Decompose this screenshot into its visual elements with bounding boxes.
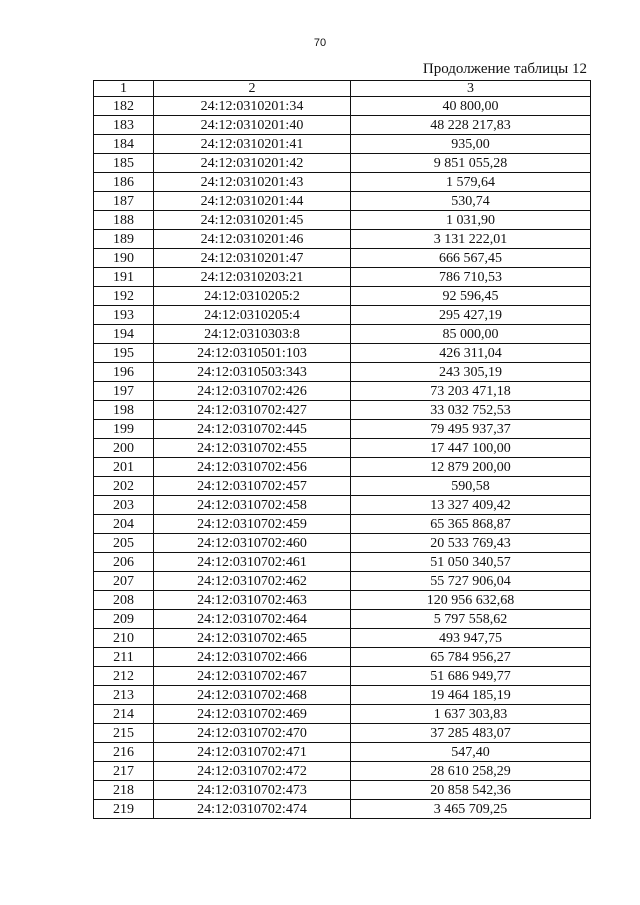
value-cell: 1 579,64 (351, 173, 591, 192)
table-row (94, 420, 591, 439)
cadastral-number-cell: 24:12:0310702:471 (154, 743, 351, 762)
value-cell: 1 031,90 (351, 211, 591, 230)
value-cell: 65 784 956,27 (351, 648, 591, 667)
row-number-cell: 191 (94, 268, 154, 287)
table-row (94, 781, 591, 800)
cadastral-number-cell: 24:12:0310702:465 (154, 629, 351, 648)
value-cell: 9 851 055,28 (351, 154, 591, 173)
cadastral-number-cell: 24:12:0310702:467 (154, 667, 351, 686)
row-number-cell: 216 (94, 743, 154, 762)
row-number-cell: 206 (94, 553, 154, 572)
cadastral-number-cell: 24:12:0310303:8 (154, 325, 351, 344)
cadastral-number-cell: 24:12:0310201:45 (154, 211, 351, 230)
table-row (94, 173, 591, 192)
column-header-2: 2 (154, 81, 351, 97)
value-cell: 243 305,19 (351, 363, 591, 382)
value-cell: 37 285 483,07 (351, 724, 591, 743)
cadastral-number-cell: 24:12:0310702:427 (154, 401, 351, 420)
cadastral-number-cell: 24:12:0310702:473 (154, 781, 351, 800)
row-number-cell: 211 (94, 648, 154, 667)
table-row (94, 686, 591, 705)
row-number-cell: 213 (94, 686, 154, 705)
table-row (94, 192, 591, 211)
page-number: 70 (313, 37, 327, 49)
value-cell: 3 131 222,01 (351, 230, 591, 249)
cadastral-number-cell: 24:12:0310702:470 (154, 724, 351, 743)
value-cell: 1 637 303,83 (351, 705, 591, 724)
table-row (94, 230, 591, 249)
row-number-cell: 196 (94, 363, 154, 382)
table-row (94, 458, 591, 477)
table-row (94, 667, 591, 686)
value-cell: 40 800,00 (351, 97, 591, 116)
row-number-cell: 190 (94, 249, 154, 268)
cadastral-number-cell: 24:12:0310201:47 (154, 249, 351, 268)
column-header-1: 1 (94, 81, 154, 97)
table-row (94, 154, 591, 173)
value-cell: 79 495 937,37 (351, 420, 591, 439)
table-row (94, 287, 591, 306)
table-row (94, 591, 591, 610)
cadastral-number-cell: 24:12:0310702:464 (154, 610, 351, 629)
table-header (94, 81, 591, 97)
cadastral-number-cell: 24:12:0310501:103 (154, 344, 351, 363)
row-number-cell: 197 (94, 382, 154, 401)
table-row (94, 97, 591, 116)
row-number-cell: 183 (94, 116, 154, 135)
value-cell: 13 327 409,42 (351, 496, 591, 515)
row-number-cell: 207 (94, 572, 154, 591)
row-number-cell: 205 (94, 534, 154, 553)
table-row (94, 477, 591, 496)
row-number-cell: 187 (94, 192, 154, 211)
table-row (94, 382, 591, 401)
cadastral-number-cell: 24:12:0310503:343 (154, 363, 351, 382)
cadastral-number-cell: 24:12:0310702:462 (154, 572, 351, 591)
table-row (94, 800, 591, 819)
cadastral-number-cell: 24:12:0310702:472 (154, 762, 351, 781)
cadastral-number-cell: 24:12:0310702:463 (154, 591, 351, 610)
table-continuation-caption: Продолжение таблицы 12 (422, 61, 587, 77)
data-table (93, 80, 591, 819)
table-row (94, 325, 591, 344)
table-row (94, 534, 591, 553)
row-number-cell: 200 (94, 439, 154, 458)
cadastral-number-cell: 24:12:0310702:457 (154, 477, 351, 496)
value-cell: 530,74 (351, 192, 591, 211)
row-number-cell: 186 (94, 173, 154, 192)
row-number-cell: 217 (94, 762, 154, 781)
cadastral-number-cell: 24:12:0310702:459 (154, 515, 351, 534)
cadastral-number-cell: 24:12:0310702:460 (154, 534, 351, 553)
row-number-cell: 212 (94, 667, 154, 686)
value-cell: 20 533 769,43 (351, 534, 591, 553)
value-cell: 5 797 558,62 (351, 610, 591, 629)
row-number-cell: 185 (94, 154, 154, 173)
row-number-cell: 193 (94, 306, 154, 325)
row-number-cell: 202 (94, 477, 154, 496)
value-cell: 55 727 906,04 (351, 572, 591, 591)
cadastral-number-cell: 24:12:0310702:474 (154, 800, 351, 819)
table-body (94, 97, 591, 819)
row-number-cell: 208 (94, 591, 154, 610)
cadastral-number-cell: 24:12:0310201:34 (154, 97, 351, 116)
row-number-cell: 182 (94, 97, 154, 116)
table-row (94, 762, 591, 781)
value-cell: 3 465 709,25 (351, 800, 591, 819)
value-cell: 17 447 100,00 (351, 439, 591, 458)
value-cell: 666 567,45 (351, 249, 591, 268)
row-number-cell: 199 (94, 420, 154, 439)
row-number-cell: 210 (94, 629, 154, 648)
cadastral-number-cell: 24:12:0310201:44 (154, 192, 351, 211)
value-cell: 19 464 185,19 (351, 686, 591, 705)
row-number-cell: 203 (94, 496, 154, 515)
table-row (94, 116, 591, 135)
table-row (94, 724, 591, 743)
row-number-cell: 189 (94, 230, 154, 249)
table-row (94, 439, 591, 458)
cadastral-number-cell: 24:12:0310702:455 (154, 439, 351, 458)
cadastral-number-cell: 24:12:0310702:466 (154, 648, 351, 667)
row-number-cell: 192 (94, 287, 154, 306)
table-row (94, 363, 591, 382)
column-header-3: 3 (351, 81, 591, 97)
value-cell: 12 879 200,00 (351, 458, 591, 477)
value-cell: 493 947,75 (351, 629, 591, 648)
row-number-cell: 209 (94, 610, 154, 629)
table-row (94, 401, 591, 420)
cadastral-number-cell: 24:12:0310702:445 (154, 420, 351, 439)
table-row (94, 743, 591, 762)
value-cell: 590,58 (351, 477, 591, 496)
cadastral-number-cell: 24:12:0310201:43 (154, 173, 351, 192)
value-cell: 20 858 542,36 (351, 781, 591, 800)
row-number-cell: 184 (94, 135, 154, 154)
cadastral-number-cell: 24:12:0310201:46 (154, 230, 351, 249)
row-number-cell: 188 (94, 211, 154, 230)
table-row (94, 553, 591, 572)
cadastral-number-cell: 24:12:0310205:2 (154, 287, 351, 306)
row-number-cell: 218 (94, 781, 154, 800)
value-cell: 426 311,04 (351, 344, 591, 363)
cadastral-number-cell: 24:12:0310201:40 (154, 116, 351, 135)
row-number-cell: 214 (94, 705, 154, 724)
cadastral-number-cell: 24:12:0310702:458 (154, 496, 351, 515)
row-number-cell: 215 (94, 724, 154, 743)
value-cell: 33 032 752,53 (351, 401, 591, 420)
value-cell: 295 427,19 (351, 306, 591, 325)
table-row (94, 268, 591, 287)
value-cell: 935,00 (351, 135, 591, 154)
table-row (94, 344, 591, 363)
table-row (94, 705, 591, 724)
row-number-cell: 201 (94, 458, 154, 477)
row-number-cell: 198 (94, 401, 154, 420)
value-cell: 28 610 258,29 (351, 762, 591, 781)
cadastral-number-cell: 24:12:0310702:461 (154, 553, 351, 572)
table-row (94, 249, 591, 268)
table-row (94, 211, 591, 230)
value-cell: 51 686 949,77 (351, 667, 591, 686)
table-row (94, 610, 591, 629)
value-cell: 65 365 868,87 (351, 515, 591, 534)
row-number-cell: 219 (94, 800, 154, 819)
cadastral-number-cell: 24:12:0310702:456 (154, 458, 351, 477)
value-cell: 547,40 (351, 743, 591, 762)
cadastral-number-cell: 24:12:0310201:42 (154, 154, 351, 173)
value-cell: 120 956 632,68 (351, 591, 591, 610)
value-cell: 48 228 217,83 (351, 116, 591, 135)
value-cell: 85 000,00 (351, 325, 591, 344)
cadastral-number-cell: 24:12:0310205:4 (154, 306, 351, 325)
row-number-cell: 195 (94, 344, 154, 363)
row-number-cell: 204 (94, 515, 154, 534)
table-row (94, 515, 591, 534)
value-cell: 73 203 471,18 (351, 382, 591, 401)
value-cell: 92 596,45 (351, 287, 591, 306)
table-row (94, 135, 591, 154)
cadastral-number-cell: 24:12:0310702:426 (154, 382, 351, 401)
table-row (94, 572, 591, 591)
table-row (94, 306, 591, 325)
cadastral-number-cell: 24:12:0310201:41 (154, 135, 351, 154)
row-number-cell: 194 (94, 325, 154, 344)
table-row (94, 496, 591, 515)
cadastral-number-cell: 24:12:0310203:21 (154, 268, 351, 287)
header-row (94, 81, 591, 97)
table-row (94, 629, 591, 648)
cadastral-number-cell: 24:12:0310702:469 (154, 705, 351, 724)
value-cell: 51 050 340,57 (351, 553, 591, 572)
cadastral-number-cell: 24:12:0310702:468 (154, 686, 351, 705)
table-row (94, 648, 591, 667)
value-cell: 786 710,53 (351, 268, 591, 287)
